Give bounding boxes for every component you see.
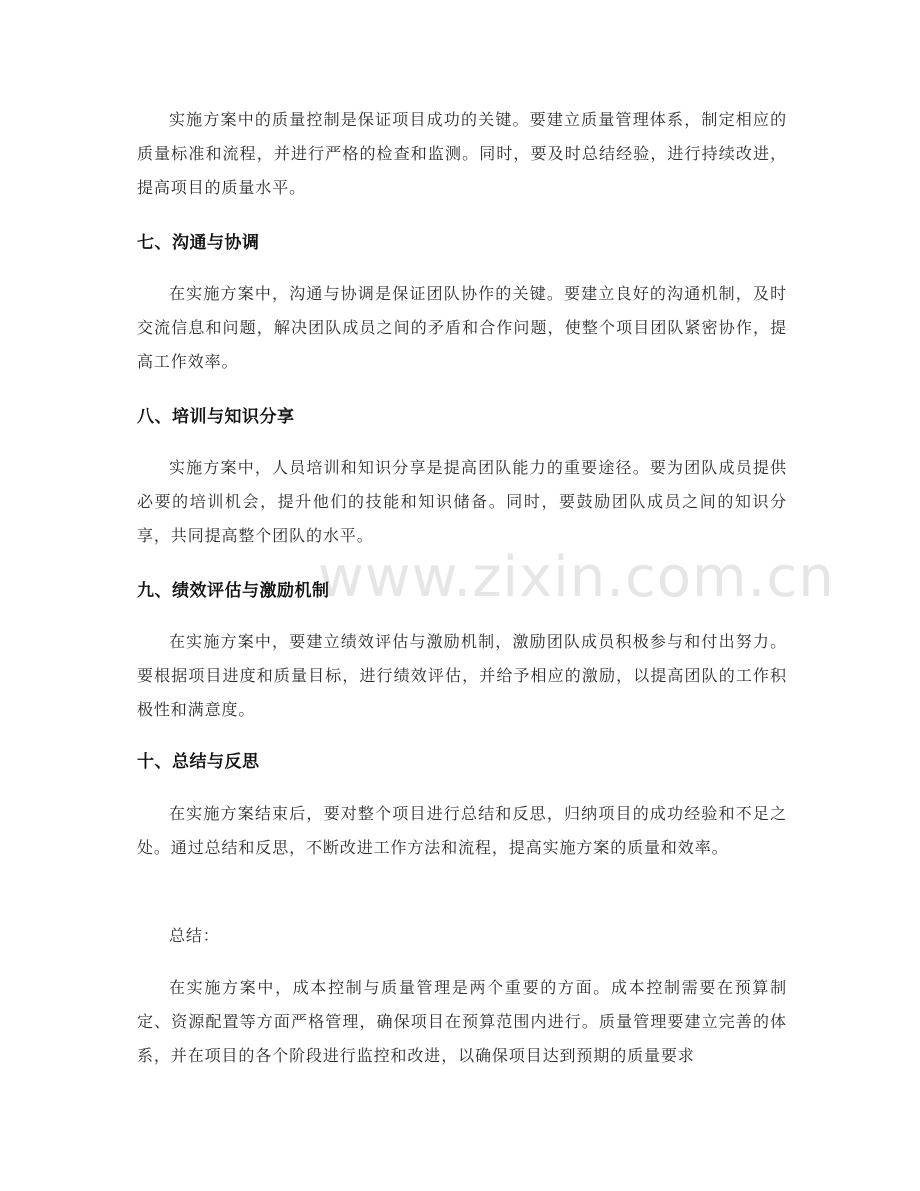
paragraph-conclusion: [137, 971, 787, 1073]
paragraph-summary-reflection: [137, 797, 787, 865]
paragraph-summary-label: [137, 919, 787, 953]
section-heading-summary: [137, 750, 787, 774]
paragraph-text: 实施方案中的质量控制是保证项目成功的关键。要建立质量管理体系，制定相应的质量标准和流程，并进行严格的检查和监测。同时，要及时总结经验，进行持续改进，提高项目的质量水平。: [137, 110, 787, 197]
paragraph-text: 在实施方案结束后，要对整个项目进行总结和反思，归纳项目的成功经验和不足之处。通过总结和反思，不断改进工作方法和流程，提高实施方案的质量和效率。: [137, 804, 787, 857]
heading-text: 七、沟通与协调: [137, 233, 260, 253]
paragraph-quality-control: [137, 103, 787, 205]
paragraph-text: 实施方案中，人员培训和知识分享是提高团队能力的重要途径。要为团队成员提供必要的培训机会，提升他们的技能和知识储备。同时，要鼓励团队成员之间的知识分享，共同提高整个团队的水平。: [137, 458, 787, 545]
paragraph-training: [137, 451, 787, 553]
heading-text: 八、培训与知识分享: [137, 407, 295, 427]
section-heading-training: [137, 405, 787, 429]
paragraph-text: 总结：: [169, 926, 220, 945]
watermark-text: www.zixin.com.cn: [318, 545, 835, 610]
section-heading-performance: [137, 579, 787, 603]
paragraph-text: 在实施方案中，沟通与协调是保证团队协作的关键。要建立良好的沟通机制，及时交流信息和问题，解决团队成员之间的矛盾和合作问题，使整个项目团队紧密协作，提高工作效率。: [137, 284, 787, 371]
heading-text: 九、绩效评估与激励机制: [137, 581, 330, 601]
paragraph-performance: [137, 625, 787, 727]
paragraph-text: 在实施方案中，成本控制与质量管理是两个重要的方面。成本控制需要在预算制定、资源配置等方面严格管理，确保项目在预算范围内进行。质量管理要建立完善的体系，并在项目的各个阶段进行监控和改进，以确保项目达到预期的质量要求: [137, 978, 787, 1065]
paragraph-communication: [137, 277, 787, 379]
paragraph-text: 在实施方案中，要建立绩效评估与激励机制，激励团队成员积极参与和付出努力。要根据项目进度和质量目标，进行绩效评估，并给予相应的激励，以提高团队的工作积极性和满意度。: [137, 632, 787, 719]
heading-text: 十、总结与反思: [137, 752, 260, 772]
section-heading-communication: [137, 231, 787, 255]
